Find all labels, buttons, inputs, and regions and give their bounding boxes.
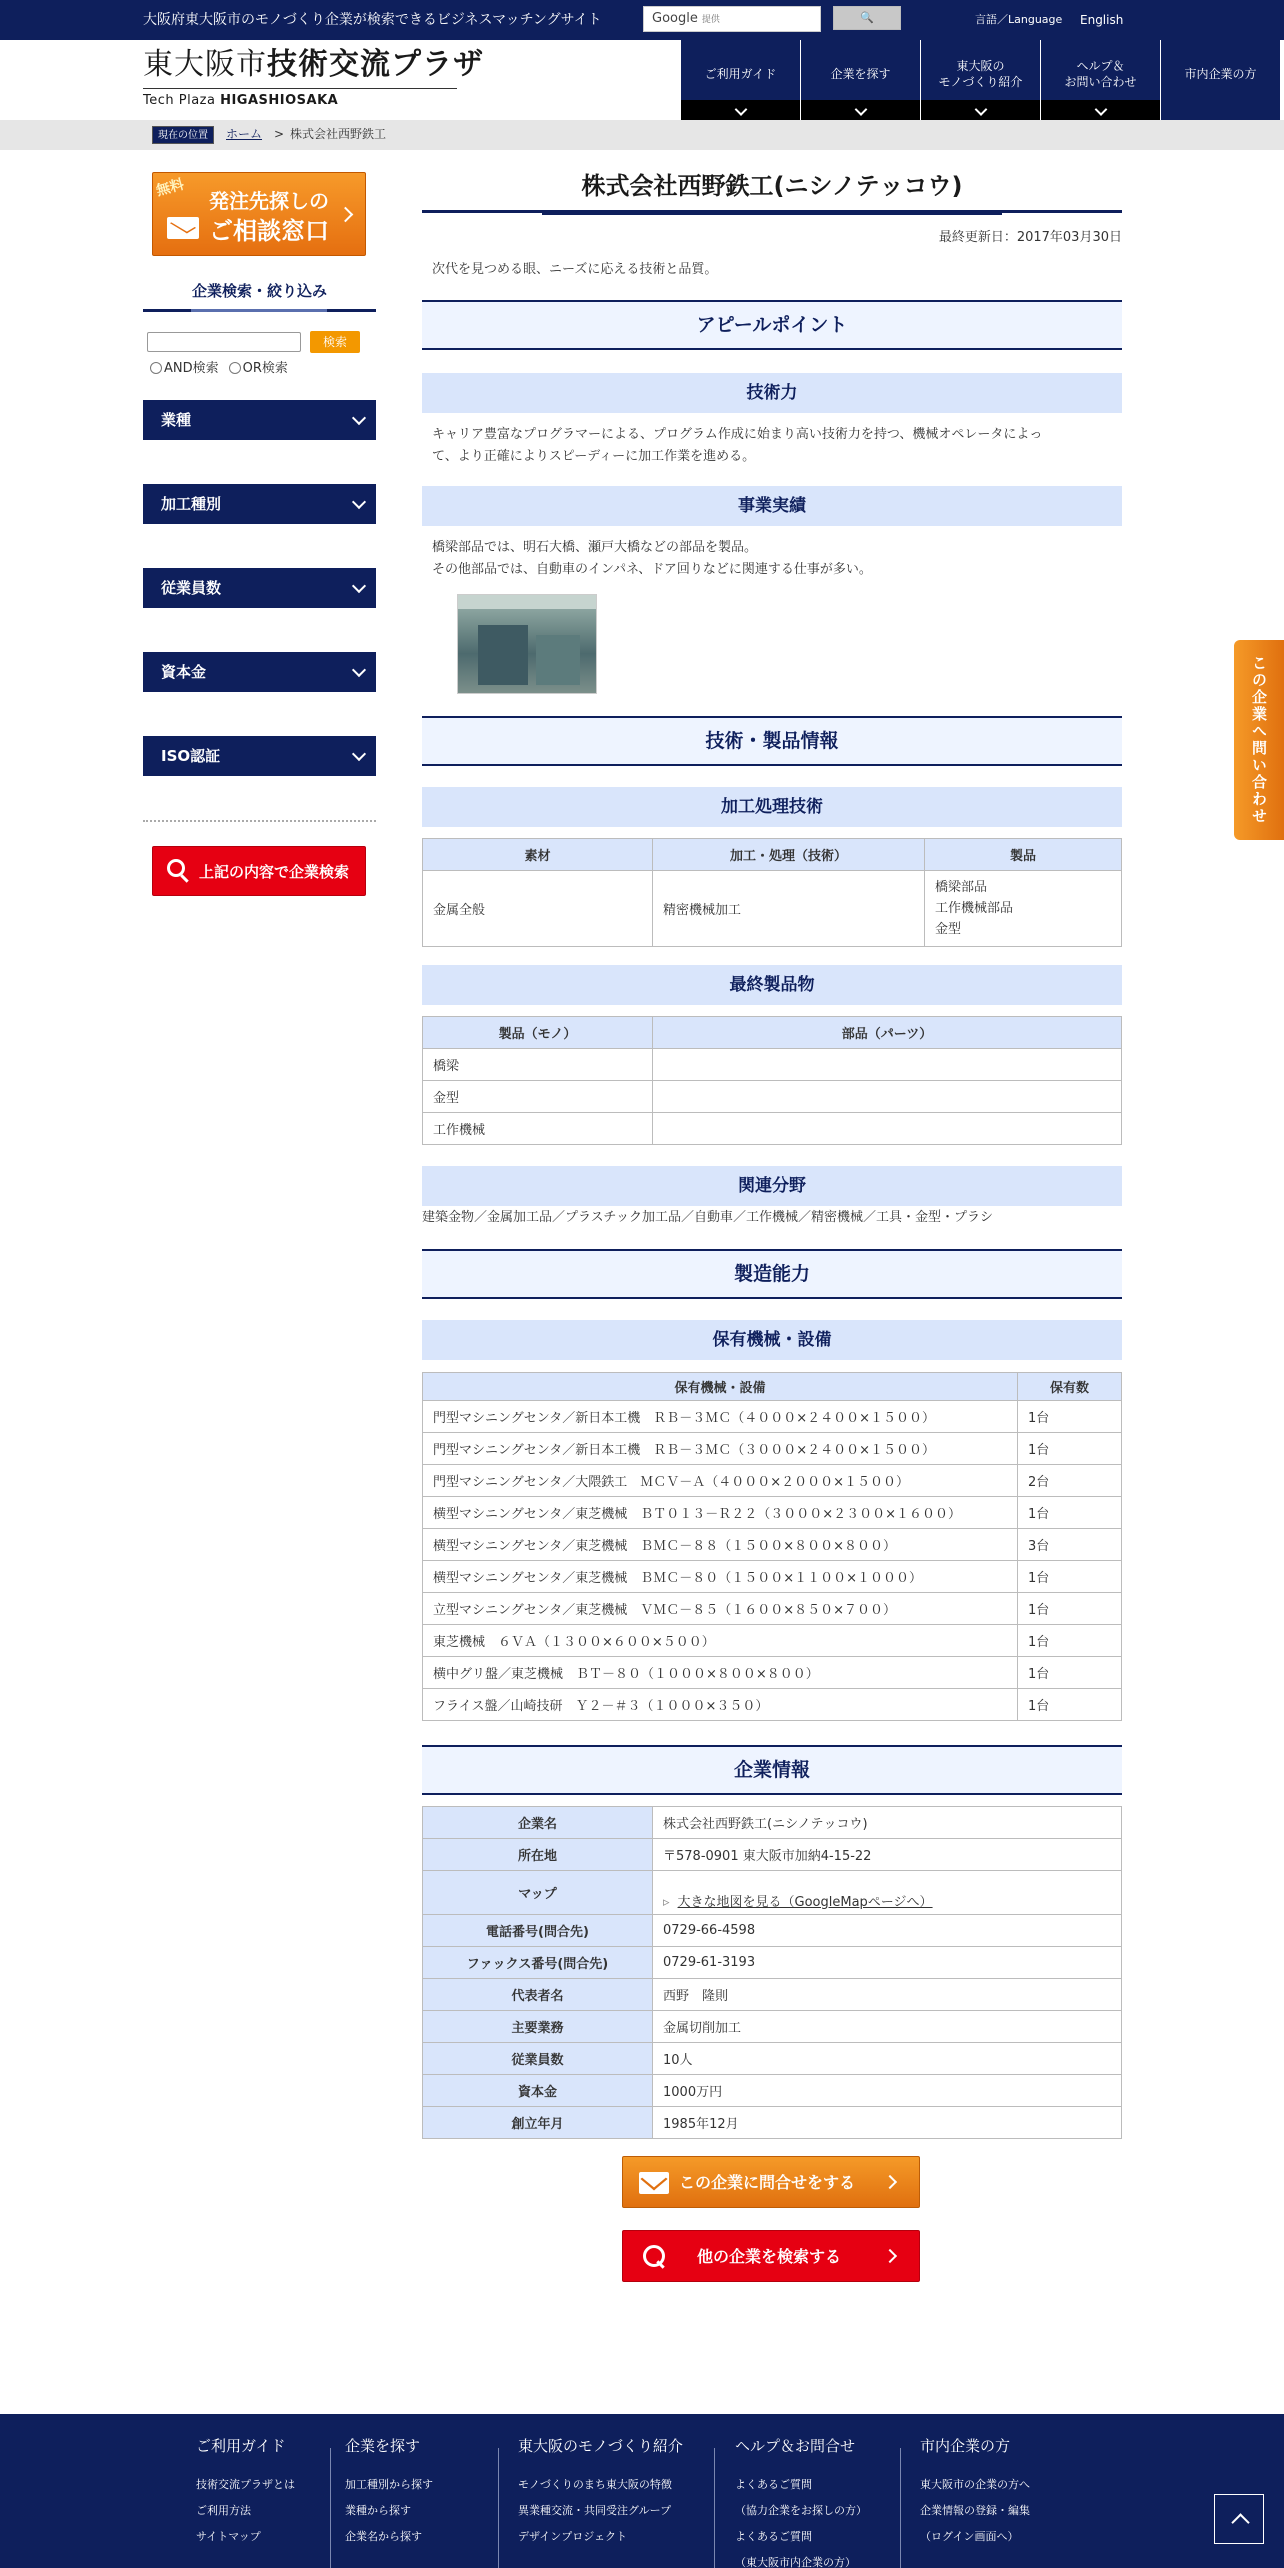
search-icon	[643, 2245, 665, 2267]
table-row	[423, 1625, 1122, 1657]
footer-links[interactable]: 加工種別から探す 業種から探す 企業名から探す	[345, 2478, 433, 2543]
result-line2: その他部品では、自動車のインパネ、ドア回りなどに関連する仕事が多い。	[432, 562, 872, 577]
footer-col-guide	[196, 2434, 295, 2550]
count-cell: 1台	[1018, 1689, 1122, 1721]
footer-divider	[498, 2448, 499, 2568]
global-nav	[680, 40, 1284, 120]
products-cell	[925, 871, 1122, 947]
logo-name: 技術交流プラザ	[267, 47, 484, 82]
or-radio[interactable]	[229, 360, 288, 378]
google-search-input[interactable]	[643, 6, 821, 32]
nav-guide[interactable]	[680, 40, 800, 120]
footer-divider	[714, 2448, 715, 2568]
or-label: OR検索	[242, 361, 288, 376]
page-title: 株式会社西野鉄工(ニシノテッコウ)	[581, 172, 963, 200]
product-cell: 工作機械	[423, 1113, 653, 1145]
part-cell	[653, 1081, 1122, 1113]
company-info-heading: 企業情報	[422, 1745, 1122, 1795]
product-item: 金型	[935, 922, 962, 937]
count-cell: 1台	[1018, 1625, 1122, 1657]
info-value	[653, 1871, 1122, 1915]
table-row	[423, 1401, 1122, 1433]
info-value: 10人	[653, 2043, 1122, 2075]
google-powered: 提供	[701, 15, 720, 25]
footer-links[interactable]: 東大阪市の企業の方へ 企業情報の登録・編集 （ログイン画面へ）	[920, 2478, 1030, 2543]
col-header: 製品（モノ）	[423, 1017, 653, 1049]
chevron-down-icon	[352, 411, 366, 425]
col-header: 保有数	[1018, 1373, 1122, 1401]
info-value: 0729-61-3193	[653, 1947, 1122, 1979]
google-map-link[interactable]: ▹ 大きな地図を見る（GoogleMapページへ）	[663, 1895, 933, 1910]
equipment-cell: 門型マシニングセンタ／大隈鉄工 ＭＣＶ－Ａ（４０００×２０００×１５００）	[423, 1465, 1018, 1497]
info-label: 資本金	[423, 2075, 653, 2107]
process-table	[422, 838, 1122, 947]
chevron-right-icon	[883, 2175, 897, 2189]
equipment-cell: フライス盤／山崎技研 Ｙ２－＃３（１０００×３５０）	[423, 1689, 1018, 1721]
final-heading: 最終製品物	[422, 965, 1122, 1005]
equipment-cell: 門型マシニングセンタ／新日本工機 ＲＢ－３ＭＣ（４０００×２４００×１５００）	[423, 1401, 1018, 1433]
nav-label: ご利用ガイド	[704, 67, 777, 81]
facet-label: ISO認証	[161, 747, 221, 765]
related-fields: 建築金物／金属加工品／プラスチック加工品／自動車／工作機械／精密機械／工具・金型・プラシ	[422, 1210, 993, 1225]
chevron-right-icon	[338, 207, 354, 223]
col-header: 保有機械・設備	[423, 1373, 1018, 1401]
table-row	[423, 1839, 1122, 1871]
search-icon: 🔍	[860, 11, 874, 24]
related-heading: 関連分野	[422, 1166, 1122, 1206]
count-cell: 2台	[1018, 1465, 1122, 1497]
logo-sub-b: HIGASHIOSAKA	[220, 93, 339, 108]
equipment-cell: 横型マシニングセンタ／東芝機械 ＢＴ０１３－Ｒ２２（３０００×２３００×１６００）	[423, 1497, 1018, 1529]
company-info-table	[422, 1806, 1122, 2139]
nav-search[interactable]	[800, 40, 920, 120]
sidebar-title-rule	[143, 309, 376, 312]
info-value: 1000万円	[653, 2075, 1122, 2107]
factory-photo[interactable]	[457, 594, 597, 694]
table-row	[423, 1561, 1122, 1593]
result-text	[432, 537, 1112, 581]
table-row	[423, 1433, 1122, 1465]
facet-label: 従業員数	[161, 579, 222, 597]
tech-text	[432, 424, 1112, 468]
info-label: 創立年月	[423, 2107, 653, 2139]
google-search-button[interactable]	[833, 6, 901, 30]
table-row	[423, 1947, 1122, 1979]
consult-line2: ご相談窓口	[209, 217, 329, 245]
equipment-cell: 門型マシニングセンタ／新日本工機 ＲＢ－３ＭＣ（３０００×２４００×１５００）	[423, 1433, 1018, 1465]
col-header: 加工・処理（技術）	[653, 839, 925, 871]
count-cell: 1台	[1018, 1401, 1122, 1433]
info-label: マップ	[423, 1871, 653, 1915]
sidebar-search-title: 企業検索・絞り込み	[191, 282, 327, 300]
facet-process-type[interactable]	[143, 484, 376, 524]
table-row	[423, 1807, 1122, 1839]
chevron-down-icon	[352, 495, 366, 509]
facet-label: 資本金	[161, 663, 207, 681]
count-cell: 1台	[1018, 1497, 1122, 1529]
process-heading: 加工処理技術	[422, 787, 1122, 827]
search-mode-radios	[150, 360, 288, 378]
last-updated: 最終更新日：2017年03月30日	[938, 230, 1122, 245]
equipment-cell: 東芝機械 ６ＶＡ（１３００×６００×５００）	[423, 1625, 1018, 1657]
count-cell: 1台	[1018, 1433, 1122, 1465]
count-cell: 1台	[1018, 1593, 1122, 1625]
result-heading: 事業実績	[422, 486, 1122, 526]
facet-capital[interactable]	[143, 652, 376, 692]
logo-city: 東大阪市	[143, 47, 267, 82]
table-row	[423, 1081, 1122, 1113]
chevron-down-icon	[352, 579, 366, 593]
facet-label: 加工種別	[161, 495, 222, 513]
contact-side-tab[interactable]: この企業へ問い合わせ	[1234, 640, 1284, 840]
footer-divider	[900, 2448, 901, 2568]
table-row	[423, 1871, 1122, 1915]
submit-label: 上記の内容で企業検索	[199, 863, 350, 881]
appeal-heading: アピールポイント	[422, 300, 1122, 350]
part-cell	[653, 1113, 1122, 1145]
process-cell: 精密機械加工	[653, 871, 925, 947]
facet-employees[interactable]	[143, 568, 376, 608]
nav-label: 企業を探す	[830, 67, 891, 81]
footer	[0, 2414, 1284, 2568]
inquire-label: この企業に問合せをする	[679, 2173, 856, 2192]
radio-icon	[150, 362, 162, 374]
table-row	[423, 1593, 1122, 1625]
envelope-icon	[167, 217, 199, 239]
capacity-heading: 製造能力	[422, 1249, 1122, 1299]
nav-label: ヘルプ＆ お問い合わせ	[1064, 59, 1137, 89]
breadcrumb-here-badge: 現在の位置	[152, 126, 214, 144]
equipment-table	[422, 1372, 1122, 1721]
table-row	[423, 2107, 1122, 2139]
info-label: 企業名	[423, 1807, 653, 1839]
catch-copy: 次代を見つめる眼、ニーズに応える技術と品質。	[432, 262, 718, 277]
logo-sub-a: Tech Plaza	[143, 93, 221, 108]
facet-industry[interactable]	[143, 400, 376, 440]
title-rule	[422, 210, 1122, 213]
table-row	[423, 1979, 1122, 2011]
breadcrumb-current: 株式会社西野鉄工	[290, 127, 387, 141]
col-header: 製品	[925, 839, 1122, 871]
equipment-heading: 保有機械・設備	[422, 1320, 1122, 1360]
footer-col-search	[345, 2434, 433, 2550]
info-value: 金属切削加工	[653, 2011, 1122, 2043]
footer-links[interactable]: モノづくりのまち東大阪の特徴 異業種交流・共同受注グループ デザインプロジェクト	[518, 2478, 672, 2543]
final-products-table	[422, 1016, 1122, 1145]
facet-iso[interactable]	[143, 736, 376, 776]
info-label: 電話番号(問合先)	[423, 1915, 653, 1947]
material-cell: 金属全般	[423, 871, 653, 947]
search-other-label: 他の企業を検索する	[697, 2247, 842, 2266]
footer-heading[interactable]: 市内企業の方	[920, 2437, 1011, 2455]
nav-local-companies[interactable]	[1160, 40, 1280, 120]
table-row	[423, 1113, 1122, 1145]
table-row	[423, 1465, 1122, 1497]
footer-links[interactable]: 技術交流プラザとは ご利用方法 サイトマップ	[196, 2478, 295, 2543]
part-cell	[653, 1049, 1122, 1081]
product-cell: 橋梁	[423, 1049, 653, 1081]
table-row	[423, 1689, 1122, 1721]
col-header: 素材	[423, 839, 653, 871]
col-header: 部品（パーツ）	[653, 1017, 1122, 1049]
nav-label: 東大阪の モノづくり紹介	[938, 59, 1023, 89]
info-value: 1985年12月	[653, 2107, 1122, 2139]
sidebar-divider	[143, 820, 376, 822]
chevron-down-icon	[352, 663, 366, 677]
chevron-down-icon	[352, 747, 366, 761]
search-other-companies-button[interactable]	[622, 2230, 920, 2282]
footer-heading[interactable]: ヘルプ＆お問合せ	[735, 2437, 856, 2455]
table-row	[423, 1915, 1122, 1947]
footer-col-help	[735, 2434, 867, 2568]
footer-divider	[330, 2448, 331, 2568]
tech-info-heading: 技術・製品情報	[422, 716, 1122, 766]
result-line1: 橋梁部品では、明石大橋、瀬戸大橋などの部品を製品。	[432, 540, 758, 555]
info-label: 従業員数	[423, 2043, 653, 2075]
table-row	[423, 1657, 1122, 1689]
free-label: 無料	[154, 176, 186, 200]
table-row	[423, 1049, 1122, 1081]
equipment-cell: 立型マシニングセンタ／東芝機械 ＶＭＣ－８５（１６００×８５０×７００）	[423, 1593, 1018, 1625]
equipment-cell: 横型マシニングセンタ／東芝機械 ＢＭＣ－８０（１５００×１１００×１０００）	[423, 1561, 1018, 1593]
nav-label: 市内企業の方	[1184, 67, 1257, 81]
search-icon	[167, 859, 185, 877]
footer-links[interactable]: よくあるご質問 （協力企業をお探しの方） よくあるご質問 （東大阪市内企業の方）	[735, 2478, 867, 2568]
info-value: 西野 隆則	[653, 1979, 1122, 2011]
consult-line1: 発注先探しの	[209, 189, 329, 213]
equipment-cell: 横型マシニングセンタ／東芝機械 ＢＭＣ－８８（１５００×８００×８００）	[423, 1529, 1018, 1561]
info-value: 〒578-0901 東大阪市加納4-15-22	[653, 1839, 1122, 1871]
breadcrumb-home-link[interactable]: ホーム	[226, 127, 263, 141]
and-label: AND検索	[164, 361, 219, 376]
consult-banner-button[interactable]	[152, 172, 366, 256]
footer-heading[interactable]: 企業を探す	[345, 2437, 421, 2455]
tech-line1: キャリア豊富なプログラマーによる、プログラム作成に始まり高い技術力を持つ、機械オペレータによっ	[432, 427, 1043, 442]
site-tagline: 大阪府東大阪市のモノづくり企業が検索できるビジネスマッチングサイト	[143, 12, 602, 28]
footer-heading[interactable]: 東大阪のモノづくり紹介	[518, 2437, 683, 2455]
site-logo[interactable]	[143, 47, 484, 113]
nav-monozukuri[interactable]	[920, 40, 1040, 120]
product-item: 工作機械部品	[935, 901, 1014, 916]
radio-icon	[229, 362, 241, 374]
keyword-search-button[interactable]: 検索	[310, 331, 360, 353]
sidebar-search-submit-button[interactable]	[152, 846, 366, 896]
equipment-cell: 横中グリ盤／東芝機械 ＢＴ－８０（１０００×８００×８００）	[423, 1657, 1018, 1689]
count-cell: 1台	[1018, 1561, 1122, 1593]
info-value: 0729-66-4598	[653, 1915, 1122, 1947]
breadcrumb-separator: >	[274, 127, 285, 141]
logo-divider	[143, 88, 457, 89]
info-label: 所在地	[423, 1839, 653, 1871]
footer-heading[interactable]: ご利用ガイド	[196, 2437, 286, 2455]
table-row	[423, 2011, 1122, 2043]
envelope-icon	[639, 2172, 669, 2194]
footer-col-monozukuri	[518, 2434, 683, 2550]
table-row	[423, 871, 1122, 947]
table-row	[423, 2075, 1122, 2107]
product-cell: 金型	[423, 1081, 653, 1113]
inquire-company-button[interactable]	[622, 2156, 920, 2208]
english-link[interactable]: English	[1080, 13, 1124, 27]
and-radio[interactable]	[150, 360, 219, 378]
keyword-input[interactable]	[147, 332, 301, 352]
nav-help[interactable]	[1040, 40, 1160, 120]
table-row	[423, 2043, 1122, 2075]
info-value: 株式会社西野鉄工(ニシノテッコウ)	[653, 1807, 1122, 1839]
tech-heading: 技術力	[422, 373, 1122, 413]
count-cell: 1台	[1018, 1657, 1122, 1689]
table-row	[423, 1529, 1122, 1561]
product-item: 橋梁部品	[935, 880, 988, 895]
table-row	[423, 1497, 1122, 1529]
info-label: 代表者名	[423, 1979, 653, 2011]
google-label: Google	[652, 11, 698, 26]
back-to-top-button[interactable]	[1214, 2494, 1264, 2544]
language-link[interactable]: 言語／Language	[975, 13, 1063, 26]
footer-col-local	[920, 2434, 1030, 2550]
count-cell: 3台	[1018, 1529, 1122, 1561]
info-label: 主要業務	[423, 2011, 653, 2043]
info-label: ファックス番号(問合先)	[423, 1947, 653, 1979]
tech-line2: て、より正確によりスピーディーに加工作業を進める。	[432, 449, 756, 464]
facet-label: 業種	[161, 411, 192, 429]
chevron-right-icon	[883, 2249, 897, 2263]
